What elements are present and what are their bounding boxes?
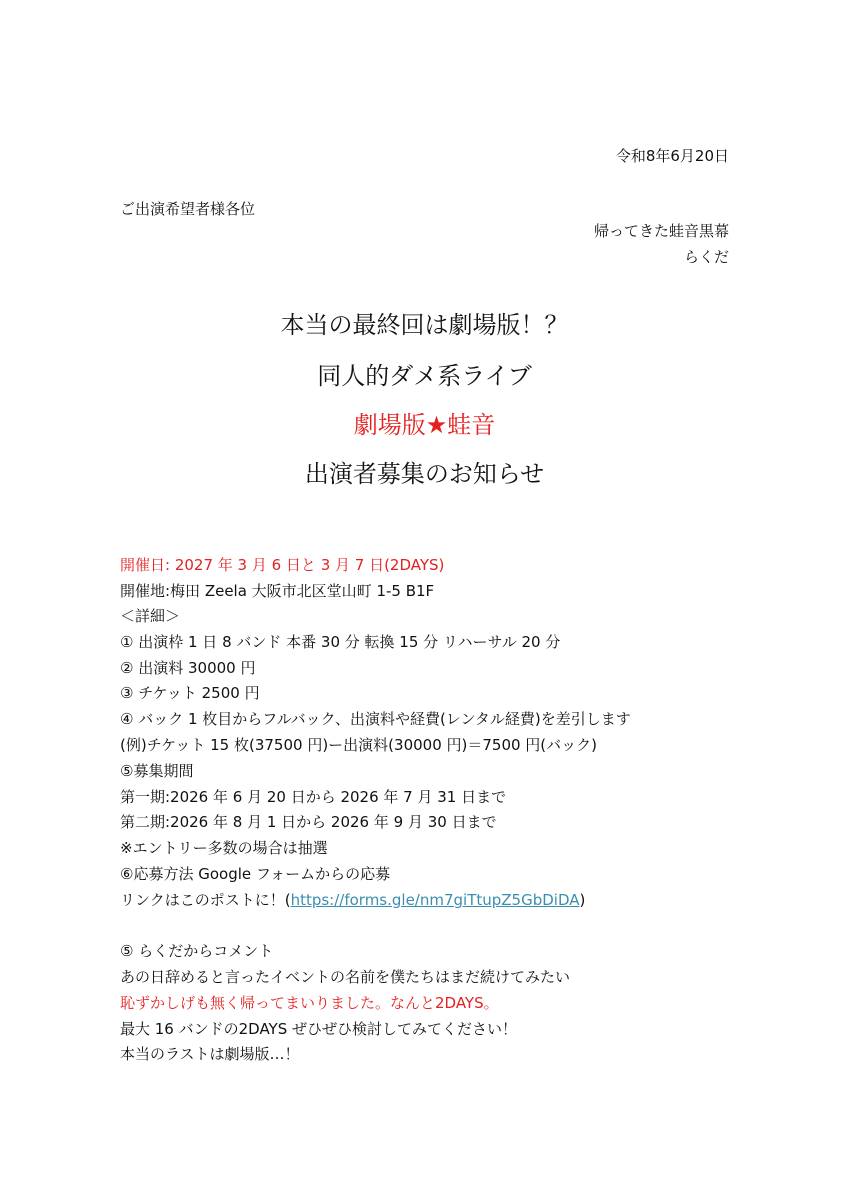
- detail-example: (例)チケット 15 枚(37500 円)ー出演料(30000 円)＝7500 円(バック): [120, 736, 598, 754]
- event-date: 開催日: 2027 年 3 月 6 日と 3 月 7 日(2DAYS): [120, 556, 445, 574]
- detail-header: ＜詳細＞: [120, 607, 181, 625]
- comment-line-1: あの日辞めると言ったイベントの名前を僕たちはまだ続けてみたい: [120, 968, 571, 986]
- comment-line-2: 恥ずかしげも無く帰ってまいりました。なんと2DAYS。: [120, 994, 499, 1012]
- comment-line-4: 本当のラストは劇場版…！: [120, 1045, 300, 1063]
- lottery-note: ※エントリー多数の場合は抽選: [120, 839, 328, 857]
- application-link-line: [120, 890, 585, 910]
- google-form-link[interactable]: https://forms.gle/nm7giTtupZ5GbDiDA: [290, 891, 580, 909]
- detail-item-back: ④ バック 1 枚目からフルバック、出演料や経費(レンタル経費)を差引します: [120, 710, 631, 728]
- title-line-2: 同人的ダメ系ライブ: [317, 362, 532, 390]
- detail-item-ticket: ③ チケット 2500 円: [120, 684, 260, 702]
- title-line-1: 本当の最終回は劇場版！？: [280, 311, 569, 339]
- title-line-4: 出演者募集のお知らせ: [304, 460, 545, 488]
- document-date: 令和8年6月20日: [615, 147, 729, 165]
- comment-line-3: 最大 16 バンドの2DAYS ぜひぜひ検討してみてください！: [120, 1020, 518, 1038]
- detail-item-fee: ② 出演料 30000 円: [120, 659, 256, 677]
- period-second: 第二期:2026 年 8 月 1 日から 2026 年 9 月 30 日まで: [120, 813, 497, 831]
- title-line-3: 劇場版★蛙音: [353, 411, 496, 439]
- sender-name: らくだ: [683, 248, 729, 266]
- detail-item-slots: ① 出演枠 1 日 8 バンド 本番 30 分 転換 15 分 リハーサル 20 分: [120, 633, 561, 651]
- addressee: ご出演希望者様各位: [120, 200, 256, 218]
- sender-organization: 帰ってきた蛙音黒幕: [593, 222, 729, 240]
- detail-item-period: ⑤募集期間: [120, 762, 194, 780]
- period-first: 第一期:2026 年 6 月 20 日から 2026 年 7 月 31 日まで: [120, 788, 507, 806]
- link-suffix: ): [579, 891, 586, 909]
- detail-item-apply: ⑥応募方法 Google フォームからの応募: [120, 865, 391, 883]
- venue: 開催地:梅田 Zeela 大阪市北区堂山町 1-5 B1F: [120, 582, 435, 600]
- comment-header: ⑤ らくだからコメント: [120, 942, 274, 960]
- link-prefix: リンクはこのポストに！(: [120, 891, 291, 909]
